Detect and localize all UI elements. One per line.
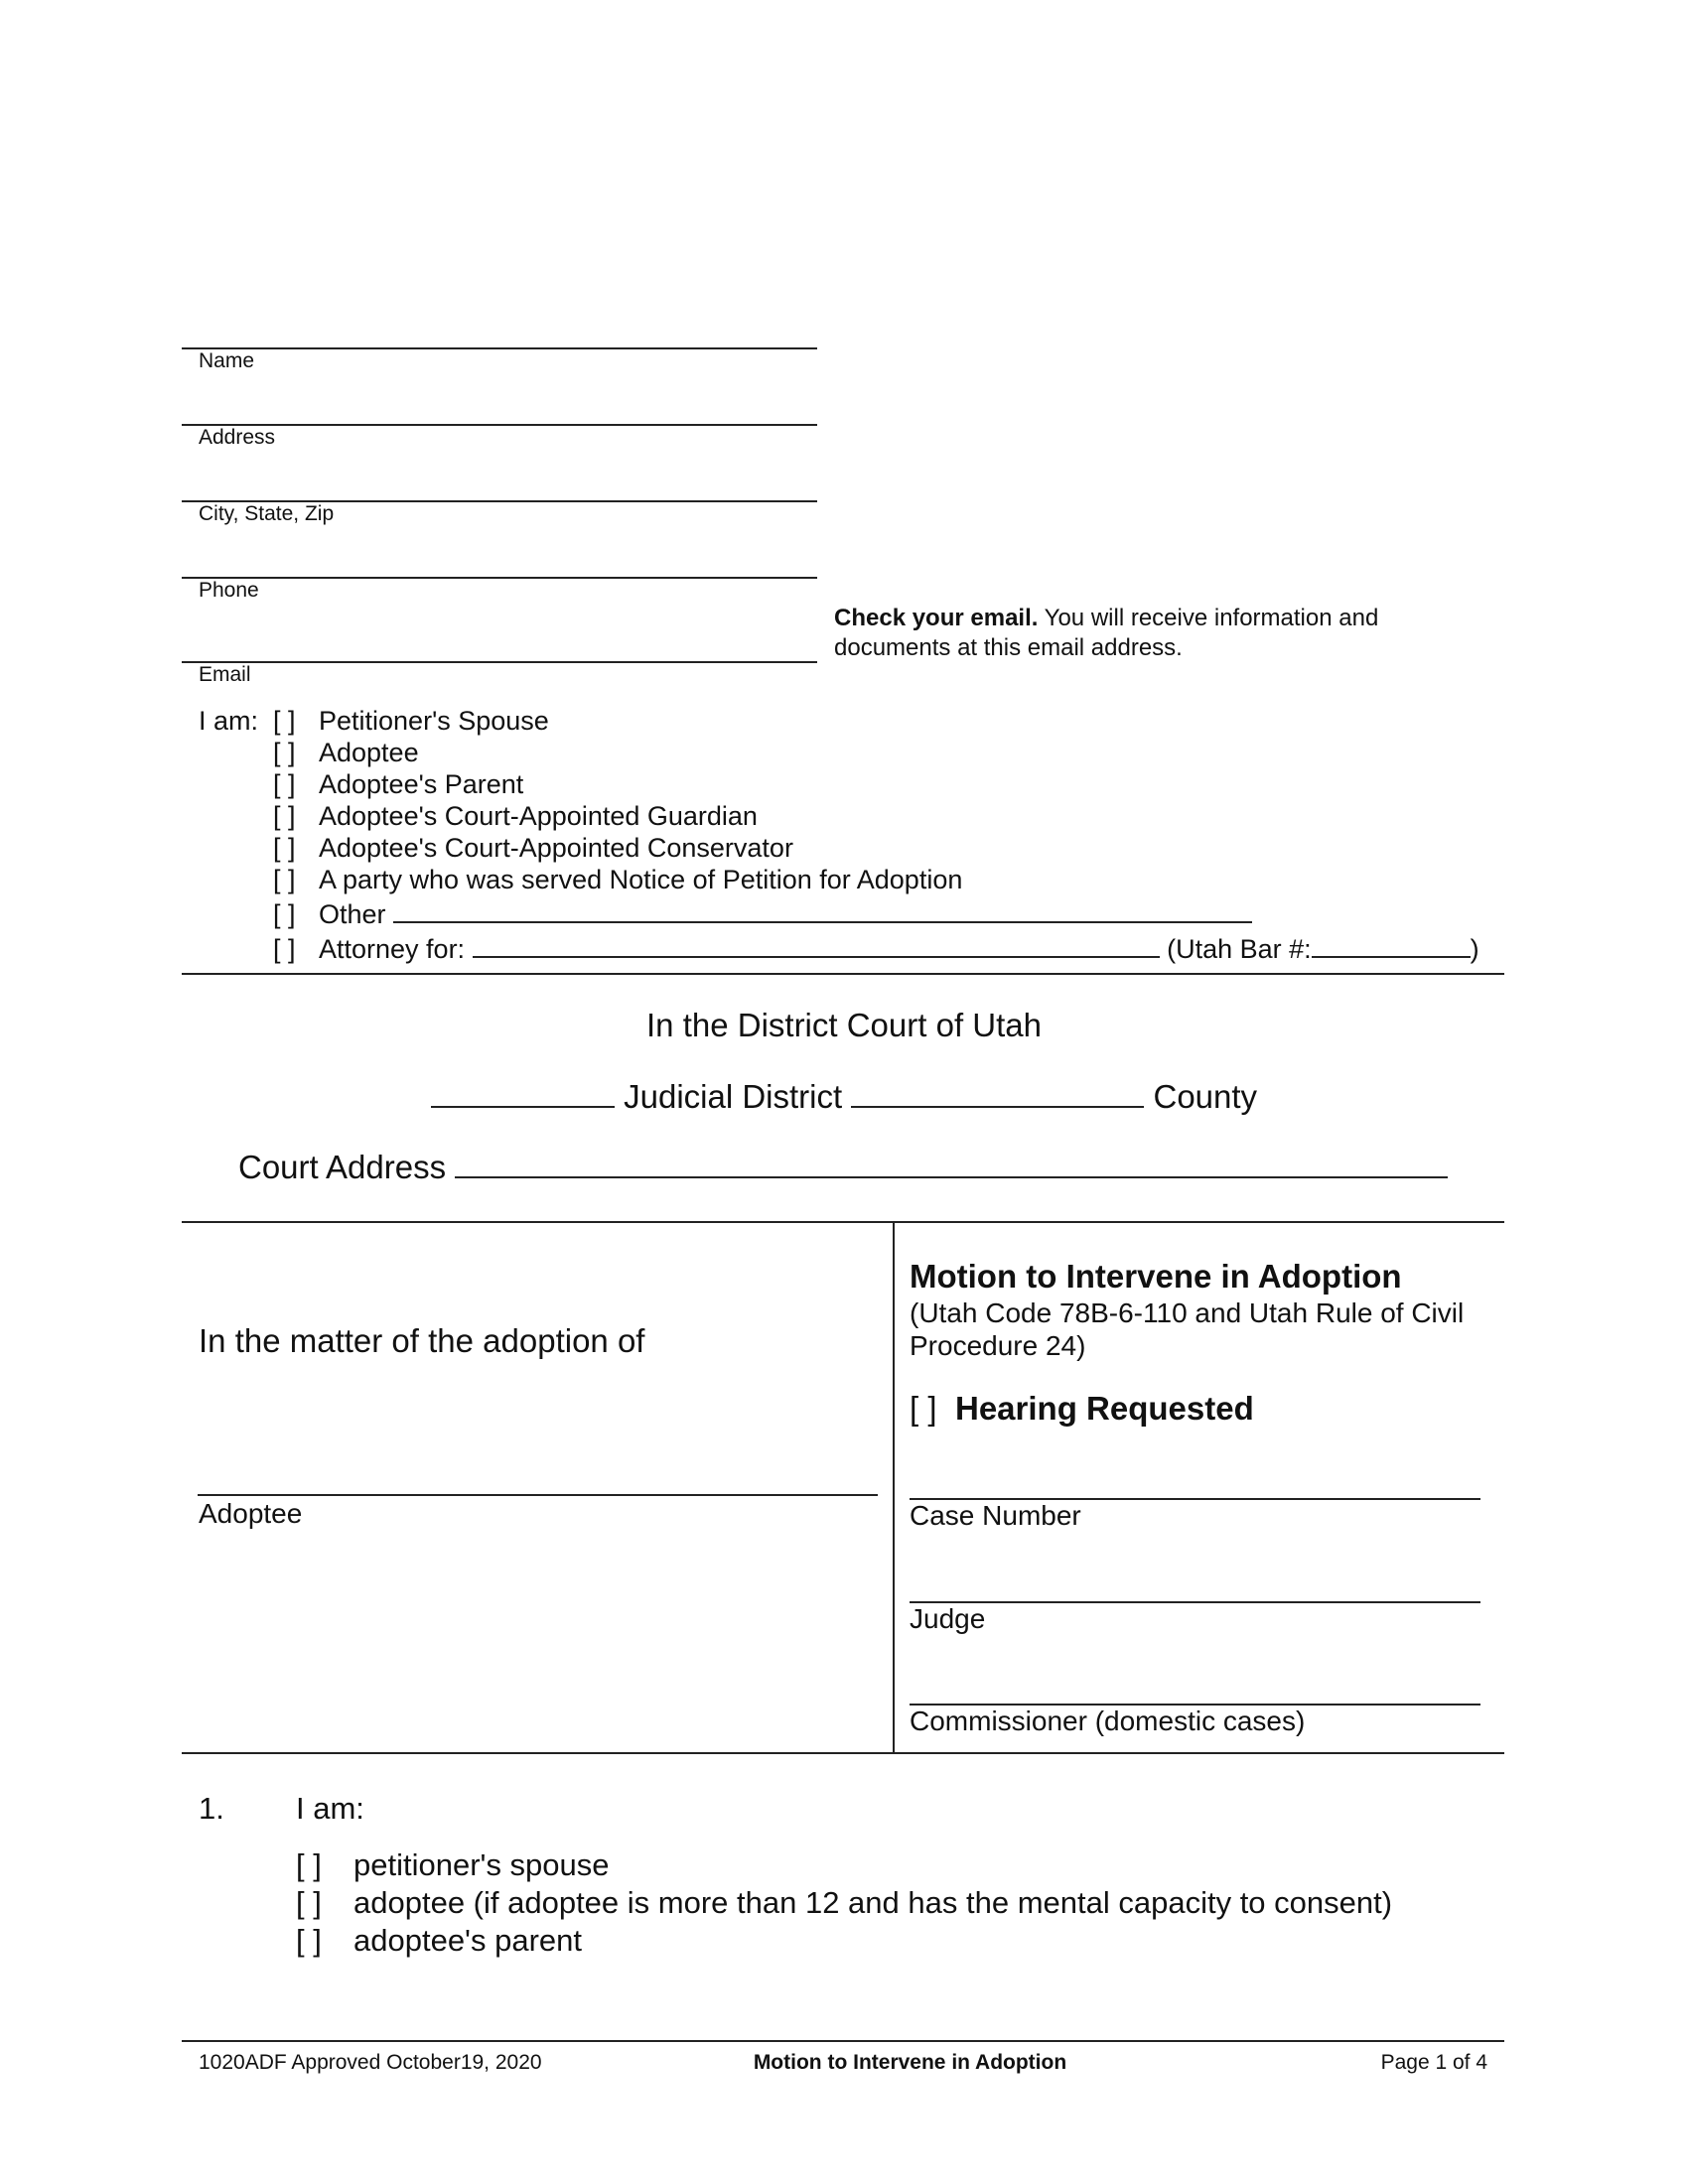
body-option: adoptee's parent xyxy=(353,1923,582,1958)
checkbox[interactable]: [ ] xyxy=(296,1885,322,1920)
party-option: Adoptee xyxy=(319,738,419,767)
name-label: Name xyxy=(199,349,255,372)
phone-label: Phone xyxy=(199,579,259,602)
party-row xyxy=(199,864,1479,895)
bar-number-line[interactable] xyxy=(1312,930,1471,958)
hearing-row xyxy=(910,1390,1254,1428)
party-option: Attorney for: xyxy=(319,934,466,964)
court-address-label: Court Address xyxy=(238,1149,447,1185)
caption-bottom-border xyxy=(182,1752,1504,1754)
party-row xyxy=(199,800,1479,832)
bar-label-close: ) xyxy=(1470,934,1479,964)
address-label: Address xyxy=(199,426,276,449)
checkbox[interactable]: [ ] xyxy=(273,865,296,894)
county-line[interactable] xyxy=(851,1080,1144,1108)
party-option: Adoptee's Court-Appointed Conservator xyxy=(319,833,793,863)
name-line[interactable] xyxy=(182,347,817,349)
adoptee-line[interactable] xyxy=(198,1494,878,1496)
email-note-text: You will receive information and documents at this email address. xyxy=(834,605,1379,661)
party-prefix: I am: xyxy=(199,706,259,736)
district-line[interactable] xyxy=(431,1080,615,1108)
party-row xyxy=(199,737,1479,768)
court-title: In the District Court of Utah xyxy=(646,1007,1042,1043)
motion-title: Motion to Intervene in Adoption xyxy=(910,1258,1402,1295)
district-county-row xyxy=(0,1078,1688,1116)
checkbox[interactable]: [ ] xyxy=(273,769,296,799)
phone-line[interactable] xyxy=(182,577,817,579)
caption-divider xyxy=(893,1221,895,1752)
checkbox[interactable]: [ ] xyxy=(273,934,296,964)
hearing-label: Hearing Requested xyxy=(955,1390,1254,1427)
item-number: 1. xyxy=(199,1791,224,1826)
email-line[interactable] xyxy=(182,661,817,663)
item-text: I am: xyxy=(296,1791,364,1826)
footer-rule xyxy=(182,2040,1504,2042)
judge-label: Judge xyxy=(910,1603,986,1634)
bar-label-open: (Utah Bar #: xyxy=(1167,934,1312,964)
email-note xyxy=(834,604,1440,663)
checkbox[interactable]: [ ] xyxy=(273,833,296,863)
party-option: Adoptee's Court-Appointed Guardian xyxy=(319,801,758,831)
caption-top-border xyxy=(182,1221,1504,1223)
footer-page: Page 1 of 4 xyxy=(1380,2051,1487,2074)
body-option-row xyxy=(296,1846,1392,1884)
party-checklist xyxy=(199,705,1479,965)
party-row xyxy=(199,895,1479,930)
body-option-row xyxy=(296,1884,1392,1922)
body-options xyxy=(296,1846,1392,1960)
footer-title: Motion to Intervene in Adoption xyxy=(753,2051,1067,2074)
body-option: adoptee (if adoptee is more than 12 and has the mental capacity to consent) xyxy=(353,1885,1393,1920)
hearing-checkbox[interactable]: [ ] xyxy=(910,1390,937,1427)
checkbox[interactable]: [ ] xyxy=(273,738,296,767)
checkbox[interactable]: [ ] xyxy=(273,801,296,831)
party-option: Adoptee's Parent xyxy=(319,769,524,799)
adoptee-label: Adoptee xyxy=(199,1498,303,1529)
city-state-zip-label: City, State, Zip xyxy=(199,502,335,525)
section-divider xyxy=(182,973,1504,975)
checkbox[interactable]: [ ] xyxy=(296,1847,322,1882)
case-number-label: Case Number xyxy=(910,1500,1081,1531)
party-row xyxy=(199,768,1479,800)
commissioner-label: Commissioner (domestic cases) xyxy=(910,1706,1306,1736)
motion-subtitle: (Utah Code 78B-6-110 and Utah Rule of Civil Procedure 24) xyxy=(910,1297,1465,1361)
other-line[interactable] xyxy=(393,895,1252,923)
party-option: Petitioner's Spouse xyxy=(319,706,549,736)
footer-form-id: 1020ADF Approved October19, 2020 xyxy=(199,2051,542,2074)
checkbox[interactable]: [ ] xyxy=(296,1923,322,1958)
judicial-district-label: Judicial District xyxy=(624,1078,843,1115)
email-label: Email xyxy=(199,663,251,686)
body-option: petitioner's spouse xyxy=(353,1847,610,1882)
court-address-line[interactable] xyxy=(455,1151,1448,1178)
party-row xyxy=(199,930,1479,965)
party-row xyxy=(199,832,1479,864)
court-address-row xyxy=(238,1149,1448,1186)
party-option: Other xyxy=(319,899,386,929)
party-option: A party who was served Notice of Petition for Adoption xyxy=(319,865,963,894)
body-option-row xyxy=(296,1922,1392,1960)
checkbox[interactable]: [ ] xyxy=(273,706,296,736)
county-label: County xyxy=(1153,1078,1258,1115)
attorney-for-line[interactable] xyxy=(473,930,1160,958)
judge-line[interactable] xyxy=(910,1601,1480,1603)
matter-label: In the matter of the adoption of xyxy=(199,1322,645,1359)
address-line[interactable] xyxy=(182,424,817,426)
party-row xyxy=(199,705,1479,737)
checkbox[interactable]: [ ] xyxy=(273,899,296,929)
email-note-bold: Check your email. xyxy=(834,605,1039,631)
